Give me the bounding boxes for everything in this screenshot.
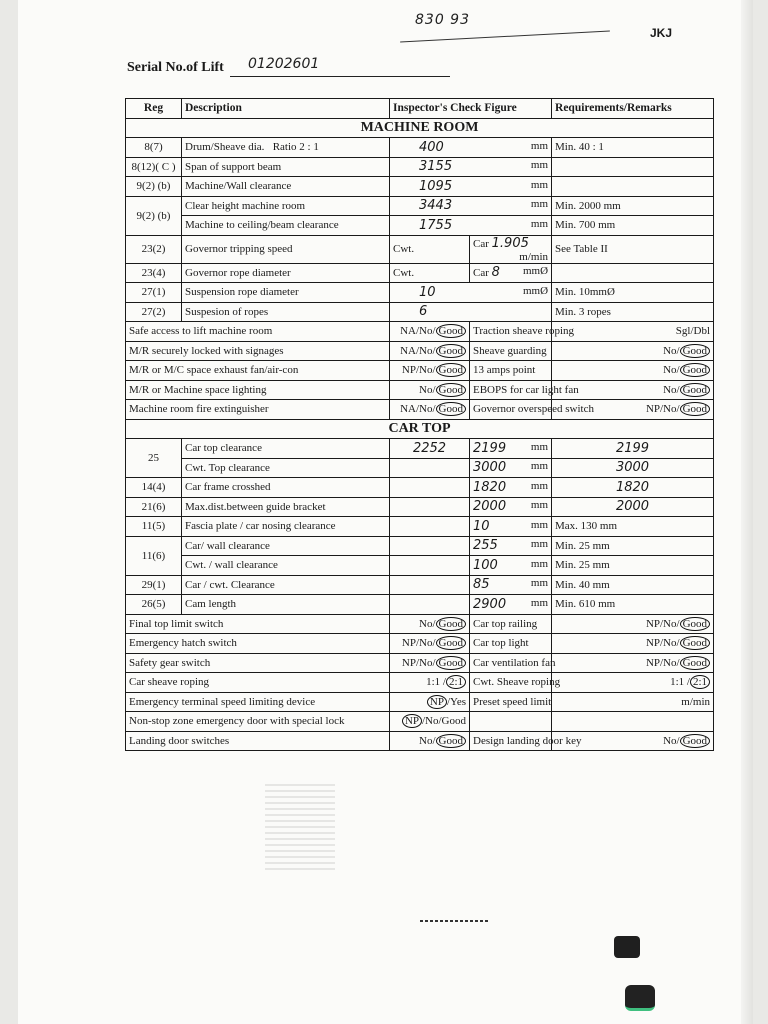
option-list: No/ xyxy=(419,383,436,396)
option-list: No/ xyxy=(419,734,436,747)
check-label: Car top light xyxy=(473,637,529,650)
option-list: No/ xyxy=(663,383,680,396)
reg-cell: 8(12)( C ) xyxy=(131,160,176,173)
check-label: Sheave guarding xyxy=(473,344,547,357)
remarks-cell: Min. 3 ropes xyxy=(555,305,611,318)
check-value: 100 xyxy=(473,557,498,573)
selected-option: Good xyxy=(436,344,466,358)
remarks-cell: Min. 10mmØ xyxy=(555,286,615,299)
check-value: 1820 xyxy=(473,479,507,495)
remarks-cell: Min. 2000 mm xyxy=(555,199,621,212)
option-list: No/ xyxy=(663,364,680,377)
option-list: NA/No/ xyxy=(400,403,436,416)
col-check-figure: Inspector's Check Figure xyxy=(390,99,552,119)
table-row xyxy=(126,712,714,732)
reg-cell: 9(2) (b) xyxy=(136,209,171,222)
unit-label: mm xyxy=(530,198,549,211)
check-label: Emergency terminal speed limiting device xyxy=(129,695,316,708)
table-row xyxy=(126,263,714,283)
governor-cwt-label: Cwt. xyxy=(393,266,415,279)
selected-option: Good xyxy=(436,383,466,397)
ratio-note: Ratio 2 : 1 xyxy=(272,141,319,154)
check-value: 1.905 xyxy=(491,235,529,251)
section-machine-room: MACHINE ROOM xyxy=(126,118,714,138)
description-cell: Drum/Sheave dia. xyxy=(185,141,265,154)
table-row xyxy=(126,673,714,693)
selected-option: Good xyxy=(680,344,710,358)
reg-cell: 27(2) xyxy=(141,305,166,318)
table-row xyxy=(126,235,714,263)
option-list: No/ xyxy=(419,617,436,630)
check-label: M/R or M/C space exhaust fan/air-con xyxy=(129,364,299,377)
table-row xyxy=(126,692,714,712)
check-label: Non-stop zone emergency door with special lock xyxy=(129,715,345,728)
check-label: Safe access to lift machine room xyxy=(129,325,273,338)
description-cell: Cam length xyxy=(185,598,237,611)
table-row xyxy=(126,653,714,673)
check-label: Traction sheave roping xyxy=(473,325,575,338)
unit-label: mm xyxy=(530,577,549,590)
check-label: M/R or Machine space lighting xyxy=(129,383,267,396)
description-cell: Governor tripping speed xyxy=(185,243,293,255)
check-label: M/R securely locked with signages xyxy=(129,344,284,357)
option-list: 1:1 / xyxy=(670,676,690,689)
table-row xyxy=(126,283,714,303)
col-description: Description xyxy=(182,99,390,119)
check-value: 255 xyxy=(473,538,498,554)
option-list: NP/No/ xyxy=(401,364,436,377)
check-label: Car top railing xyxy=(473,617,538,630)
selected-option: Good xyxy=(680,617,710,631)
option-list: m/min xyxy=(681,695,711,708)
check-label: EBOPS for car light fan xyxy=(473,383,579,396)
reg-cell: 8(7) xyxy=(144,141,163,154)
unit-label: mmØ xyxy=(522,284,549,297)
option-list: NP/No/ xyxy=(645,637,680,650)
check-label: 13 amps point xyxy=(473,364,536,377)
option-list: NP/No/ xyxy=(401,656,436,669)
selected-option: Good xyxy=(680,636,710,650)
table-row xyxy=(126,458,714,478)
check-value: 3443 xyxy=(419,198,453,214)
handwritten-note: 2252 xyxy=(412,440,447,456)
reg-cell: 9(2) (b) xyxy=(136,180,171,193)
faded-stamp xyxy=(265,780,335,870)
check-value: 1095 xyxy=(419,178,453,194)
col-remarks: Requirements/Remarks xyxy=(552,99,714,119)
check-value: 1755 xyxy=(419,217,453,233)
check-value: 6 xyxy=(419,304,428,320)
option-list: No/ xyxy=(663,734,680,747)
check-value: 10 xyxy=(419,284,436,300)
table-row xyxy=(126,556,714,576)
option-list: NP/No/ xyxy=(645,656,680,669)
check-label: Final top limit switch xyxy=(129,617,224,630)
check-value: 3155 xyxy=(419,159,453,175)
page-mark: JKJ xyxy=(650,26,673,40)
remarks-cell: Min. 40 mm xyxy=(555,578,610,591)
remarks-cell: Min. 700 mm xyxy=(555,219,616,232)
check-value: 85 xyxy=(473,577,490,593)
description-cell: Car top clearance xyxy=(185,442,262,455)
camscanner-app-icon xyxy=(625,985,655,1011)
description-cell: Cwt. / wall clearance xyxy=(185,559,278,572)
table-row xyxy=(126,517,714,537)
selected-option: Good xyxy=(436,402,466,416)
check-value: 2199 xyxy=(473,440,507,456)
selected-option: Good xyxy=(680,656,710,670)
option-list: No/ xyxy=(663,344,680,357)
option-list: /Yes xyxy=(446,695,466,708)
unit-label: mmØ xyxy=(522,265,549,278)
selected-option: 2:1 xyxy=(690,675,710,689)
table-row xyxy=(126,595,714,615)
remarks-cell: 3000 xyxy=(615,460,650,476)
table-row xyxy=(126,322,714,342)
unit-label: mm xyxy=(530,217,549,230)
check-label: Cwt. Sheave roping xyxy=(473,676,561,689)
check-label: Machine room fire extinguisher xyxy=(129,403,269,416)
table-row xyxy=(126,216,714,236)
option-list: /No/Good xyxy=(422,715,466,728)
description-cell: Suspesion of ropes xyxy=(185,305,269,318)
unit-label: mm xyxy=(530,460,549,473)
remarks-cell: Min. 610 mm xyxy=(555,598,616,611)
description-cell: Suspension rope diameter xyxy=(185,286,299,299)
table-row xyxy=(126,177,714,197)
selected-option: Good xyxy=(436,363,466,377)
selected-option: NP xyxy=(427,695,447,709)
table-row xyxy=(126,536,714,556)
unit-label: mm xyxy=(530,159,549,172)
reg-cell: 26(5) xyxy=(141,598,166,611)
check-label: Car sheave roping xyxy=(129,676,210,689)
table-row xyxy=(126,497,714,517)
camscanner-logo-icon xyxy=(614,936,640,958)
check-label: Governor overspeed switch xyxy=(473,403,594,416)
check-value: 10 xyxy=(473,518,490,534)
table-row xyxy=(126,400,714,420)
unit-label: mm xyxy=(530,538,549,551)
description-cell: Car/ wall clearance xyxy=(185,539,270,552)
description-cell: Car / cwt. Clearance xyxy=(185,578,275,591)
unit-label: mm xyxy=(530,440,549,453)
selected-option: NP xyxy=(402,714,422,728)
table-row xyxy=(126,138,714,158)
camscanner-watermark xyxy=(614,936,645,958)
selected-option: Good xyxy=(680,734,710,748)
option-list: NA/No/ xyxy=(400,325,436,338)
remarks-cell: Min. 25 mm xyxy=(555,559,610,572)
description-cell: Clear height machine room xyxy=(185,199,306,212)
check-label: Safety gear switch xyxy=(129,656,211,669)
selected-option: Good xyxy=(436,636,466,650)
serial-label: Serial No.of Lift xyxy=(127,60,224,75)
remarks-cell: Min. 40 : 1 xyxy=(555,141,604,154)
selected-option: Good xyxy=(680,383,710,397)
table-row xyxy=(126,731,714,751)
selected-option: Good xyxy=(680,363,710,377)
serial-underline xyxy=(230,76,450,77)
table-row xyxy=(126,478,714,498)
col-reg: Reg xyxy=(126,99,182,119)
option-list: Sgl/Dbl xyxy=(675,325,711,338)
table-header-row xyxy=(126,99,714,119)
table-row xyxy=(126,614,714,634)
check-label: Car ventilation fan xyxy=(473,656,556,669)
table-row xyxy=(126,380,714,400)
reg-cell: 27(1) xyxy=(141,286,166,299)
option-list: 1:1 / xyxy=(426,676,446,689)
remarks-cell: Max. 130 mm xyxy=(555,520,618,533)
reg-cell: 29(1) xyxy=(141,578,166,591)
unit-label: mm xyxy=(530,178,549,191)
unit-label: mm xyxy=(530,557,549,570)
reg-cell: 11(6) xyxy=(141,549,166,562)
section-car-top: CAR TOP xyxy=(388,420,451,436)
selected-option: Good xyxy=(436,617,466,631)
option-list: NP/No/ xyxy=(645,617,680,630)
check-value: 3000 xyxy=(473,460,507,476)
remarks-cell: Min. 25 mm xyxy=(555,539,610,552)
reg-cell: 25 xyxy=(148,452,159,464)
unit-label: mm xyxy=(530,479,549,492)
table-row xyxy=(126,196,714,216)
check-value: 2000 xyxy=(473,499,507,515)
remarks-cell: 1820 xyxy=(615,479,650,495)
description-cell: Governor rope diameter xyxy=(185,266,291,279)
handwritten-top-note: 830 93 xyxy=(415,12,470,28)
check-value: 400 xyxy=(419,139,444,155)
option-list: NP/No/ xyxy=(645,403,680,416)
reg-cell: 14(4) xyxy=(141,481,166,494)
description-cell: Machine to ceiling/beam clearance xyxy=(185,219,339,232)
unit-label: mm xyxy=(530,139,549,152)
selected-option: Good xyxy=(436,734,466,748)
selected-option: Good xyxy=(680,402,710,416)
option-list: NP/No/ xyxy=(401,637,436,650)
check-value: 2900 xyxy=(473,596,507,612)
table-row xyxy=(126,302,714,322)
selected-option: 2:1 xyxy=(446,675,466,689)
remarks-cell: 2199 xyxy=(615,440,650,456)
description-cell: Fascia plate / car nosing clearance xyxy=(185,520,336,533)
description-cell: Max.dist.between guide bracket xyxy=(185,500,326,513)
check-value: 8 xyxy=(491,265,500,281)
table-row xyxy=(126,575,714,595)
check-label: Landing door switches xyxy=(129,734,230,747)
selected-option: Good xyxy=(436,656,466,670)
table-row xyxy=(126,157,714,177)
table-row xyxy=(126,361,714,381)
check-label: Emergency hatch switch xyxy=(129,637,237,650)
reg-cell: 23(2) xyxy=(141,243,166,255)
unit-label: mm xyxy=(530,499,549,512)
reg-cell: 11(5) xyxy=(141,520,166,533)
option-list: NA/No/ xyxy=(400,344,436,357)
selected-option: Good xyxy=(436,324,466,338)
description-cell: Cwt. Top clearance xyxy=(185,461,270,474)
remarks-cell: See Table II xyxy=(555,243,608,255)
reg-cell: 23(4) xyxy=(141,266,166,279)
unit-label: m/min xyxy=(519,250,549,263)
governor-car-label: Car xyxy=(473,237,489,250)
description-cell: Machine/Wall clearance xyxy=(185,180,292,193)
unit-label: mm xyxy=(530,518,549,531)
reg-cell: 21(6) xyxy=(141,500,166,513)
page-edge-shadow xyxy=(741,0,753,1024)
description-cell: Car frame crosshed xyxy=(185,481,271,494)
unit-label: mm xyxy=(530,596,549,609)
governor-car-label: Car xyxy=(473,267,489,280)
check-label: Design landing door key xyxy=(473,734,582,747)
description-cell: Span of support beam xyxy=(185,160,282,173)
governor-cwt-label: Cwt. xyxy=(393,243,415,255)
table-row xyxy=(126,439,714,459)
remarks-cell: 2000 xyxy=(615,499,650,515)
table-row xyxy=(126,634,714,654)
inspection-table xyxy=(125,98,714,751)
table-row xyxy=(126,341,714,361)
serial-value: 01202601 xyxy=(248,56,320,72)
check-label: Preset speed limit xyxy=(473,695,552,708)
dashed-mark xyxy=(420,920,490,922)
